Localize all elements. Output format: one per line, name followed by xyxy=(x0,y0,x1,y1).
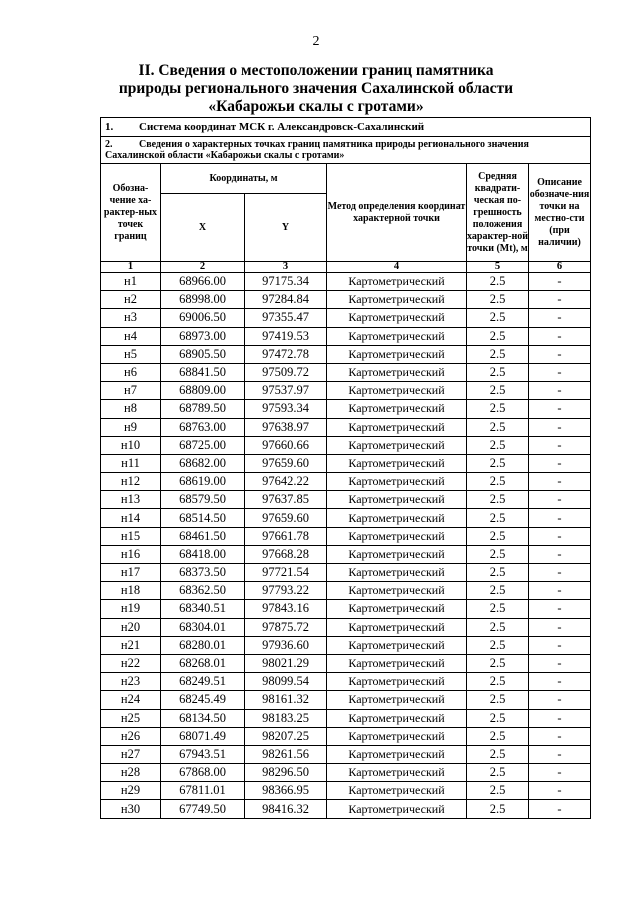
table-row xyxy=(101,509,591,527)
cell-point-id: н12 xyxy=(101,473,161,491)
cell-x: 67811.01 xyxy=(161,782,245,800)
cell-method: Картометрический xyxy=(327,673,467,691)
table-row xyxy=(101,727,591,745)
cell-error: 2.5 xyxy=(467,618,529,636)
cell-description: - xyxy=(529,291,591,309)
table-row xyxy=(101,436,591,454)
cell-point-id: н25 xyxy=(101,709,161,727)
column-number: 1 xyxy=(101,262,161,273)
header-method: Метод определения координат характерной точки xyxy=(327,164,467,262)
cell-y: 97642.22 xyxy=(245,473,327,491)
cell-error: 2.5 xyxy=(467,582,529,600)
cell-method: Картометрический xyxy=(327,400,467,418)
cell-y: 97472.78 xyxy=(245,345,327,363)
cell-x: 68789.50 xyxy=(161,400,245,418)
cell-x: 68763.00 xyxy=(161,418,245,436)
cell-point-id: н24 xyxy=(101,691,161,709)
table-row xyxy=(101,327,591,345)
cell-error: 2.5 xyxy=(467,436,529,454)
cell-x: 68071.49 xyxy=(161,727,245,745)
cell-method: Картометрический xyxy=(327,636,467,654)
cell-method: Картометрический xyxy=(327,782,467,800)
table-row xyxy=(101,618,591,636)
cell-y: 97659.60 xyxy=(245,454,327,472)
cell-x: 68905.50 xyxy=(161,345,245,363)
cell-y: 97843.16 xyxy=(245,600,327,618)
cell-y: 97875.72 xyxy=(245,618,327,636)
cell-x: 69006.50 xyxy=(161,309,245,327)
cell-x: 67943.51 xyxy=(161,745,245,763)
column-number: 2 xyxy=(161,262,245,273)
cell-description: - xyxy=(529,764,591,782)
cell-point-id: н5 xyxy=(101,345,161,363)
cell-x: 68362.50 xyxy=(161,582,245,600)
table-row xyxy=(101,582,591,600)
cell-method: Картометрический xyxy=(327,709,467,727)
table-row xyxy=(101,273,591,291)
cell-description: - xyxy=(529,473,591,491)
cell-error: 2.5 xyxy=(467,782,529,800)
cell-error: 2.5 xyxy=(467,400,529,418)
table-row xyxy=(101,673,591,691)
cell-method: Картометрический xyxy=(327,618,467,636)
boundary-points-table xyxy=(100,117,591,819)
table-row xyxy=(101,636,591,654)
table-row xyxy=(101,745,591,763)
table-row xyxy=(101,400,591,418)
header-y: Y xyxy=(245,194,327,262)
cell-point-id: н17 xyxy=(101,564,161,582)
cell-method: Картометрический xyxy=(327,491,467,509)
section-1-number: 1. xyxy=(105,121,114,133)
table-row xyxy=(101,764,591,782)
cell-y: 98161.32 xyxy=(245,691,327,709)
cell-x: 68966.00 xyxy=(161,273,245,291)
cell-x: 68579.50 xyxy=(161,491,245,509)
cell-description: - xyxy=(529,691,591,709)
cell-x: 68998.00 xyxy=(161,291,245,309)
table-row xyxy=(101,473,591,491)
cell-method: Картометрический xyxy=(327,454,467,472)
cell-error: 2.5 xyxy=(467,418,529,436)
cell-y: 97537.97 xyxy=(245,382,327,400)
table-row xyxy=(101,345,591,363)
cell-x: 68249.51 xyxy=(161,673,245,691)
cell-x: 68134.50 xyxy=(161,709,245,727)
cell-error: 2.5 xyxy=(467,363,529,381)
cell-error: 2.5 xyxy=(467,273,529,291)
header-coordinates: Координаты, м xyxy=(161,164,327,194)
cell-description: - xyxy=(529,673,591,691)
section-2-number: 2. xyxy=(105,139,113,150)
section-1-text: Система координат МСК г. Александровск-Сахалинский xyxy=(139,121,425,133)
cell-error: 2.5 xyxy=(467,291,529,309)
cell-point-id: н19 xyxy=(101,600,161,618)
cell-method: Картометрический xyxy=(327,345,467,363)
cell-point-id: н1 xyxy=(101,273,161,291)
cell-method: Картометрический xyxy=(327,509,467,527)
cell-point-id: н30 xyxy=(101,800,161,818)
document-title xyxy=(0,62,632,116)
cell-description: - xyxy=(529,309,591,327)
cell-y: 97936.60 xyxy=(245,636,327,654)
cell-description: - xyxy=(529,491,591,509)
cell-x: 68280.01 xyxy=(161,636,245,654)
cell-method: Картометрический xyxy=(327,382,467,400)
cell-y: 98021.29 xyxy=(245,654,327,672)
cell-x: 68245.49 xyxy=(161,691,245,709)
cell-point-id: н8 xyxy=(101,400,161,418)
cell-method: Картометрический xyxy=(327,745,467,763)
cell-error: 2.5 xyxy=(467,600,529,618)
cell-description: - xyxy=(529,454,591,472)
column-number: 5 xyxy=(467,262,529,273)
cell-point-id: н4 xyxy=(101,327,161,345)
cell-point-id: н18 xyxy=(101,582,161,600)
cell-description: - xyxy=(529,527,591,545)
cell-x: 67749.50 xyxy=(161,800,245,818)
cell-point-id: н22 xyxy=(101,654,161,672)
table-header-row xyxy=(101,164,591,194)
cell-error: 2.5 xyxy=(467,764,529,782)
cell-point-id: н23 xyxy=(101,673,161,691)
cell-error: 2.5 xyxy=(467,327,529,345)
cell-description: - xyxy=(529,800,591,818)
cell-method: Картометрический xyxy=(327,545,467,563)
section-2-text: Сведения о характерных точках границ памятника природы регионального значения Сахалинской области «Кабарожьи скалы с гротами» xyxy=(105,139,529,161)
cell-method: Картометрический xyxy=(327,764,467,782)
cell-point-id: н7 xyxy=(101,382,161,400)
cell-y: 98366.95 xyxy=(245,782,327,800)
cell-error: 2.5 xyxy=(467,527,529,545)
cell-point-id: н11 xyxy=(101,454,161,472)
cell-method: Картометрический xyxy=(327,363,467,381)
cell-error: 2.5 xyxy=(467,345,529,363)
cell-method: Картометрический xyxy=(327,309,467,327)
title-line-3: «Кабарожьи скалы с гротами» xyxy=(208,98,424,115)
table-row xyxy=(101,564,591,582)
column-number: 6 xyxy=(529,262,591,273)
table-row xyxy=(101,382,591,400)
cell-method: Картометрический xyxy=(327,600,467,618)
cell-point-id: н29 xyxy=(101,782,161,800)
table-row xyxy=(101,800,591,818)
cell-point-id: н3 xyxy=(101,309,161,327)
cell-x: 68619.00 xyxy=(161,473,245,491)
cell-description: - xyxy=(529,564,591,582)
cell-error: 2.5 xyxy=(467,709,529,727)
cell-y: 97660.66 xyxy=(245,436,327,454)
cell-y: 97793.22 xyxy=(245,582,327,600)
column-number: 4 xyxy=(327,262,467,273)
section-2-row xyxy=(101,137,591,164)
cell-method: Картометрический xyxy=(327,691,467,709)
cell-y: 97661.78 xyxy=(245,527,327,545)
cell-x: 68461.50 xyxy=(161,527,245,545)
cell-description: - xyxy=(529,345,591,363)
cell-description: - xyxy=(529,273,591,291)
cell-y: 97419.53 xyxy=(245,327,327,345)
cell-point-id: н9 xyxy=(101,418,161,436)
cell-description: - xyxy=(529,636,591,654)
cell-description: - xyxy=(529,727,591,745)
cell-x: 68514.50 xyxy=(161,509,245,527)
cell-description: - xyxy=(529,436,591,454)
cell-description: - xyxy=(529,745,591,763)
cell-y: 97593.34 xyxy=(245,400,327,418)
cell-point-id: н2 xyxy=(101,291,161,309)
cell-error: 2.5 xyxy=(467,382,529,400)
cell-point-id: н20 xyxy=(101,618,161,636)
cell-x: 68725.00 xyxy=(161,436,245,454)
cell-method: Картометрический xyxy=(327,582,467,600)
cell-y: 97175.34 xyxy=(245,273,327,291)
table-row xyxy=(101,291,591,309)
cell-description: - xyxy=(529,509,591,527)
cell-description: - xyxy=(529,654,591,672)
header-point-designation: Обозна-чение ха-рактер-ных точек границ xyxy=(101,164,161,262)
table-row xyxy=(101,527,591,545)
cell-method: Картометрический xyxy=(327,654,467,672)
table-row xyxy=(101,691,591,709)
cell-error: 2.5 xyxy=(467,800,529,818)
cell-x: 68841.50 xyxy=(161,363,245,381)
cell-description: - xyxy=(529,782,591,800)
cell-point-id: н14 xyxy=(101,509,161,527)
cell-error: 2.5 xyxy=(467,654,529,672)
table-row xyxy=(101,363,591,381)
cell-error: 2.5 xyxy=(467,727,529,745)
cell-method: Картометрический xyxy=(327,473,467,491)
cell-y: 98416.32 xyxy=(245,800,327,818)
cell-error: 2.5 xyxy=(467,636,529,654)
cell-y: 98207.25 xyxy=(245,727,327,745)
cell-y: 97284.84 xyxy=(245,291,327,309)
cell-method: Картометрический xyxy=(327,800,467,818)
table-row xyxy=(101,782,591,800)
table-row xyxy=(101,491,591,509)
table-row xyxy=(101,454,591,472)
cell-y: 97638.97 xyxy=(245,418,327,436)
column-number: 3 xyxy=(245,262,327,273)
header-x: X xyxy=(161,194,245,262)
cell-method: Картометрический xyxy=(327,273,467,291)
cell-description: - xyxy=(529,363,591,381)
cell-method: Картометрический xyxy=(327,727,467,745)
cell-error: 2.5 xyxy=(467,545,529,563)
cell-x: 68304.01 xyxy=(161,618,245,636)
cell-y: 98183.25 xyxy=(245,709,327,727)
cell-description: - xyxy=(529,400,591,418)
cell-description: - xyxy=(529,327,591,345)
cell-point-id: н26 xyxy=(101,727,161,745)
cell-point-id: н6 xyxy=(101,363,161,381)
table-row xyxy=(101,309,591,327)
cell-y: 98296.50 xyxy=(245,764,327,782)
cell-error: 2.5 xyxy=(467,673,529,691)
cell-error: 2.5 xyxy=(467,745,529,763)
cell-point-id: н10 xyxy=(101,436,161,454)
cell-y: 97721.54 xyxy=(245,564,327,582)
cell-point-id: н15 xyxy=(101,527,161,545)
cell-description: - xyxy=(529,709,591,727)
cell-error: 2.5 xyxy=(467,509,529,527)
cell-point-id: н13 xyxy=(101,491,161,509)
cell-point-id: н28 xyxy=(101,764,161,782)
cell-description: - xyxy=(529,545,591,563)
header-description: Описание обозначе-ния точки на местно-сти (при наличии) xyxy=(529,164,591,262)
cell-y: 97637.85 xyxy=(245,491,327,509)
cell-y: 98099.54 xyxy=(245,673,327,691)
header-error: Средняя квадрати-ческая по-грешность положения характер-ной точки (Mt), м xyxy=(467,164,529,262)
cell-method: Картометрический xyxy=(327,564,467,582)
table-row xyxy=(101,709,591,727)
cell-method: Картометрический xyxy=(327,527,467,545)
cell-x: 68973.00 xyxy=(161,327,245,345)
cell-y: 98261.56 xyxy=(245,745,327,763)
title-line-1: II. Сведения о местоположении границ памятника xyxy=(138,62,494,79)
cell-x: 68373.50 xyxy=(161,564,245,582)
cell-error: 2.5 xyxy=(467,564,529,582)
table-row xyxy=(101,600,591,618)
cell-y: 97659.60 xyxy=(245,509,327,527)
cell-description: - xyxy=(529,618,591,636)
cell-error: 2.5 xyxy=(467,309,529,327)
cell-x: 68268.01 xyxy=(161,654,245,672)
column-numbers-row xyxy=(101,262,591,273)
cell-method: Картометрический xyxy=(327,418,467,436)
cell-description: - xyxy=(529,600,591,618)
cell-description: - xyxy=(529,418,591,436)
cell-description: - xyxy=(529,382,591,400)
section-1-row xyxy=(101,118,591,137)
page-number: 2 xyxy=(312,34,320,49)
cell-point-id: н16 xyxy=(101,545,161,563)
cell-description: - xyxy=(529,582,591,600)
table-row xyxy=(101,654,591,672)
cell-x: 68340.51 xyxy=(161,600,245,618)
cell-error: 2.5 xyxy=(467,473,529,491)
cell-x: 67868.00 xyxy=(161,764,245,782)
cell-y: 97355.47 xyxy=(245,309,327,327)
cell-method: Картометрический xyxy=(327,436,467,454)
cell-x: 68682.00 xyxy=(161,454,245,472)
cell-error: 2.5 xyxy=(467,454,529,472)
title-line-2: природы регионального значения Сахалинской области xyxy=(118,80,514,97)
cell-method: Картометрический xyxy=(327,291,467,309)
cell-x: 68809.00 xyxy=(161,382,245,400)
cell-method: Картометрический xyxy=(327,327,467,345)
cell-error: 2.5 xyxy=(467,491,529,509)
cell-y: 97509.72 xyxy=(245,363,327,381)
cell-y: 97668.28 xyxy=(245,545,327,563)
cell-point-id: н27 xyxy=(101,745,161,763)
cell-error: 2.5 xyxy=(467,691,529,709)
table-row xyxy=(101,418,591,436)
table-row xyxy=(101,545,591,563)
cell-x: 68418.00 xyxy=(161,545,245,563)
cell-point-id: н21 xyxy=(101,636,161,654)
